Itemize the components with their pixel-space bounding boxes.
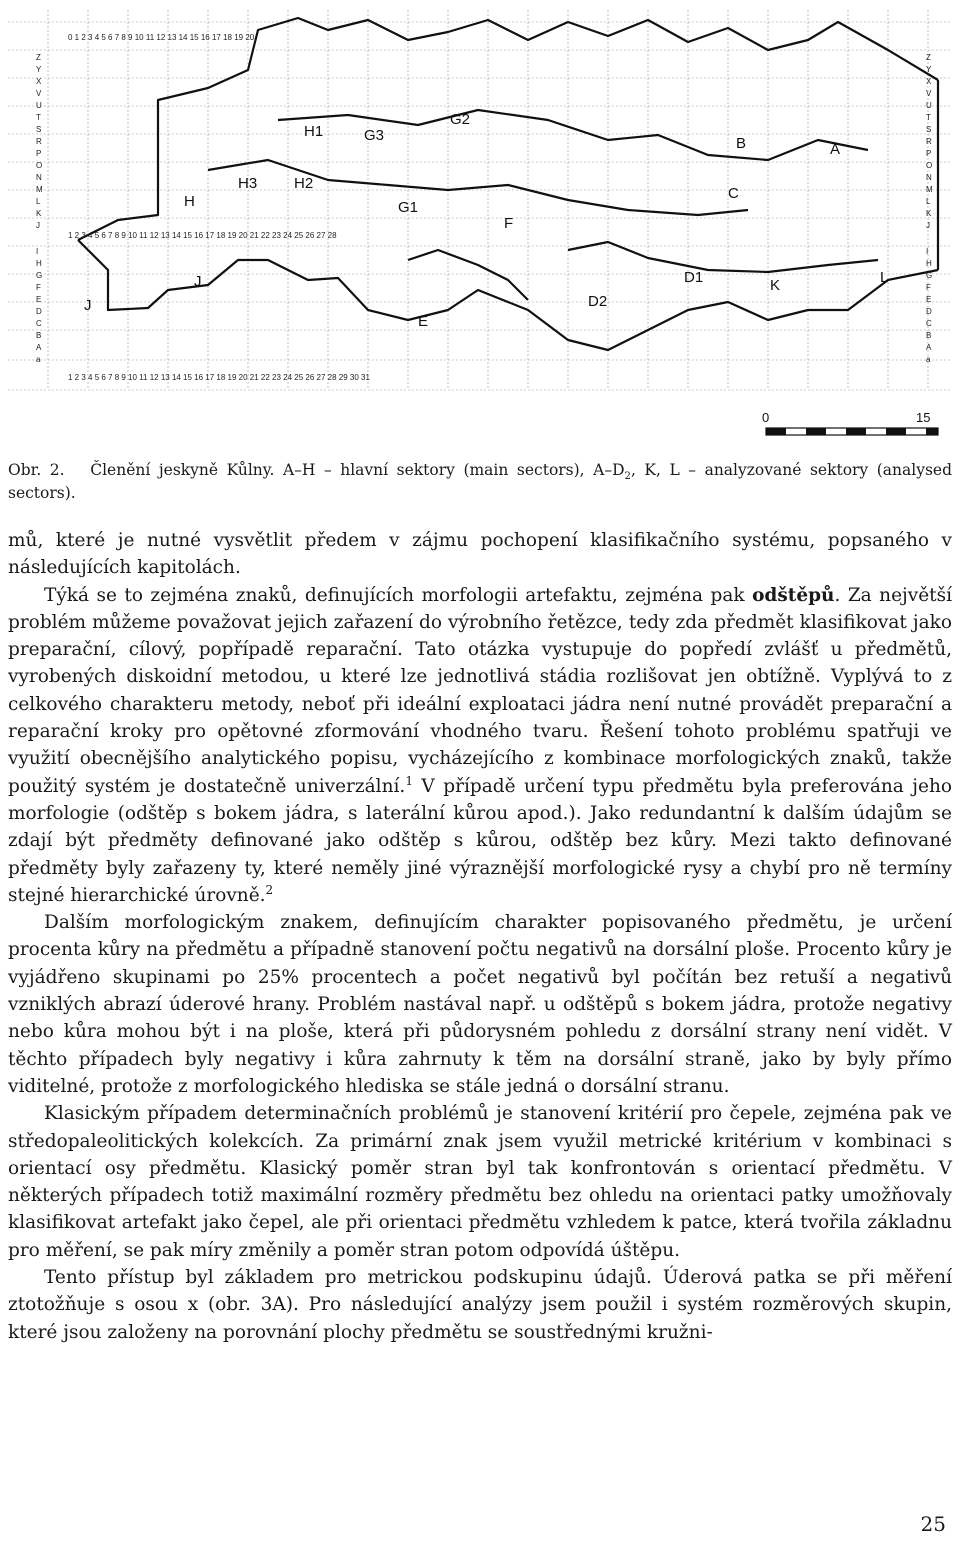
paragraph-4: Klasickým případem determinačních problémů je stanovení kritérií pro čepele, zejména pak ve středopaleolitických kolekcích. Za primární znak jsem využil metrické kritérium v kombinaci s orientací osy předmětu. Klasický poměr stran byl tak konfrontován s orientací předmětu. V některých případech totiž maximální rozměry předmětu bez ohledu na orientaci patky umožňovaly klasifikovat artefakt jako čepel, ale při orientaci předmětu vzhledem k patce, která tvořila základnu pro měření, se pak míry změnily a poměr stran potom odpovídá úštěpu. — [8, 1103, 952, 1261]
svg-text:Y: Y — [926, 65, 932, 74]
sector-label: H1 — [304, 123, 324, 140]
sector-labels — [84, 111, 888, 330]
sector-label: D2 — [588, 293, 608, 310]
figure-caption — [8, 459, 952, 505]
svg-text:H: H — [926, 259, 932, 268]
svg-text:O: O — [926, 161, 933, 170]
svg-text:C: C — [36, 319, 42, 328]
page-number: 25 — [920, 1512, 946, 1536]
svg-text:Z: Z — [926, 53, 931, 62]
svg-text:A: A — [36, 343, 42, 352]
svg-text:G: G — [926, 271, 933, 280]
sector-label: J — [194, 273, 202, 290]
svg-text:N: N — [926, 173, 932, 182]
svg-text:a: a — [926, 355, 931, 364]
paragraph-2-end: V případě určení typu předmětu byla preferována jeho morfologie (odštěp s bokem jádra, s laterální kůrou apod.). Jako redundantní k dalším údajům se zdají být předměty definované jako odštěp s kůrou, odštěp bez kůry. Mezi takto definované předměty byly zařazeny ty, které neměly jiné výraznější morfologické rysy a chybí pro ně termíny stejné hierarchické úrovně. — [8, 775, 952, 906]
footnote-ref-1[interactable]: 1 — [405, 773, 413, 788]
cave-outline — [78, 18, 938, 350]
svg-text:I: I — [36, 247, 39, 256]
row-letters — [36, 53, 933, 364]
sector-label: E — [418, 313, 429, 330]
sector-label: G2 — [450, 111, 471, 128]
paragraph-3: Dalším morfologickým znakem, definujícím charakter popisovaného předmětu, je určení procenta kůry na předmětu a případně stanovení počtu negativů na dorsální ploše. Procento kůry je vyjádřeno skupinami po 25% procentech a počet negativů byl počítán bez retuší a negativů vzniklých abrazí úderové hrany. Problém nastával např. u odštěpů s bokem jádra, protože negativy nebo kůra mohou být i na ploše, která při půdorysném pohledu z dorsální strany není vidět. V těchto případech byly negativy i kůra zahrnuty k těm na dorsální straně, jako by byly přímo viditelné, protože z morfologického hlediska se stále jedná o dorsální stranu. — [8, 912, 952, 1097]
svg-text:O: O — [36, 161, 43, 170]
svg-text:1 2 3 4 5 6 7 8 9 10 11 12 13: 1 2 3 4 5 6 7 8 9 10 11 12 13 14 15 16 17 18 19 20 21 22 23 24 25 26 27 28 — [68, 231, 337, 240]
sector-label: C — [728, 185, 739, 202]
svg-text:M: M — [926, 185, 933, 194]
svg-text:Z: Z — [36, 53, 41, 62]
sector-label: L — [880, 269, 889, 286]
svg-text:V: V — [926, 89, 932, 98]
sector-label: H3 — [238, 175, 258, 192]
svg-text:N: N — [36, 173, 42, 182]
svg-text:A: A — [926, 343, 932, 352]
scale-end-label: 15 — [916, 410, 931, 425]
sector-label: K — [770, 277, 781, 294]
svg-text:1 2 3 4 5 6 7 8 9 10 11 12 13: 1 2 3 4 5 6 7 8 9 10 11 12 13 14 15 16 17 18 19 20 21 22 23 24 25 26 27 28 29 30 31 — [68, 373, 370, 382]
svg-text:R: R — [926, 137, 932, 146]
svg-text:G: G — [36, 271, 43, 280]
scale-bar — [762, 410, 938, 435]
footnote-ref-2[interactable]: 2 — [265, 882, 274, 897]
svg-text:0 1 2 3 4 5 6 7 8 9 10 11 12 1: 0 1 2 3 4 5 6 7 8 9 10 11 12 13 14 15 16 17 18 19 20 — [68, 33, 255, 42]
caption-subscript: 2 — [624, 471, 631, 483]
sector-label: H2 — [294, 175, 314, 192]
svg-text:Y: Y — [36, 65, 42, 74]
svg-text:V: V — [36, 89, 42, 98]
svg-text:P: P — [36, 149, 42, 158]
svg-text:a: a — [36, 355, 41, 364]
svg-text:J: J — [926, 221, 930, 230]
paragraph-2 — [8, 582, 952, 910]
sector-label: G1 — [398, 199, 419, 216]
paragraph-2-start: Týká se to zejména znaků, definujících morfologii artefaktu, zejména pak — [44, 584, 753, 606]
scale-start-label: 0 — [762, 410, 770, 425]
body-text — [8, 527, 952, 1346]
svg-text:T: T — [926, 113, 931, 122]
svg-text:I: I — [926, 247, 929, 256]
map-grid — [8, 10, 952, 390]
svg-text:E: E — [36, 295, 42, 304]
svg-text:X: X — [36, 77, 42, 86]
svg-text:D: D — [926, 307, 932, 316]
svg-text:H: H — [36, 259, 42, 268]
svg-text:P: P — [926, 149, 932, 158]
svg-text:F: F — [926, 283, 931, 292]
svg-text:E: E — [926, 295, 932, 304]
svg-text:X: X — [926, 77, 932, 86]
sector-label: A — [830, 141, 841, 158]
svg-text:K: K — [36, 209, 42, 218]
caption-text-rest: , K, L – analyzované sektory (analysed sectors). — [8, 461, 953, 502]
paragraph-2-middle: . Za největší problém můžeme považovat jejich zařazení do výrobního řetězce, tedy zda předmět klasifikovat jako preparační, cílový, popřípadě reparační. Tato otázka vystupuje do popředí zvlášť u předmětů, vyrobených diskoidní metodou, u které lze jednotlivá stádia rozlišovat jen obtížně. Vyplývá to z celkového charakteru metody, neboť při ideální exploataci jádra není nutné provádět preparační a reparační kroky pro opětovné zformování vhodného tvaru. Řešení tohoto problému spatřuji ve využití obecnějšího analytického popisu, vycházejícího z kombinace morfologických znaků, takže použitý systém je dostatečně univerzální. — [8, 584, 952, 797]
svg-text:U: U — [36, 101, 42, 110]
sector-label: B — [736, 135, 747, 152]
caption-text: Členění jeskyně Kůlny. A–H – hlavní sektory (main sectors), A–D — [90, 461, 625, 479]
sector-label: G3 — [364, 127, 385, 144]
svg-text:T: T — [36, 113, 41, 122]
svg-text:K: K — [926, 209, 932, 218]
column-marker-rows — [68, 33, 370, 382]
svg-text:B: B — [36, 331, 42, 340]
svg-text:R: R — [36, 137, 42, 146]
paragraph-5: Tento přístup byl základem pro metrickou podskupinu údajů. Úderová patka se při měření ztotožňuje s osou x (obr. 3A). Pro následující analýzy jsem použil i systém rozměrových skupin, které jsou založeny na porovnání plochy předmětu se soustřednými kružni- — [8, 1267, 952, 1343]
svg-text:D: D — [36, 307, 42, 316]
sector-label: J — [84, 297, 92, 314]
svg-text:B: B — [926, 331, 932, 340]
svg-text:S: S — [926, 125, 932, 134]
sector-label: F — [504, 215, 514, 232]
svg-text:L: L — [926, 197, 931, 206]
svg-text:F: F — [36, 283, 41, 292]
caption-label: Obr. 2. — [8, 461, 65, 479]
svg-text:L: L — [36, 197, 41, 206]
svg-text:S: S — [36, 125, 42, 134]
svg-text:J: J — [36, 221, 40, 230]
svg-text:C: C — [926, 319, 932, 328]
svg-text:U: U — [926, 101, 932, 110]
svg-text:M: M — [36, 185, 43, 194]
paragraph-1: mů, které je nutné vysvětlit předem v zájmu pochopení klasifikačního systému, popsaného v následujících kapitolách. — [8, 530, 952, 579]
cave-plan-figure — [8, 10, 952, 442]
sector-label: D1 — [684, 269, 704, 286]
sector-label: H — [184, 193, 195, 210]
bold-term: odštěpů — [752, 584, 835, 606]
